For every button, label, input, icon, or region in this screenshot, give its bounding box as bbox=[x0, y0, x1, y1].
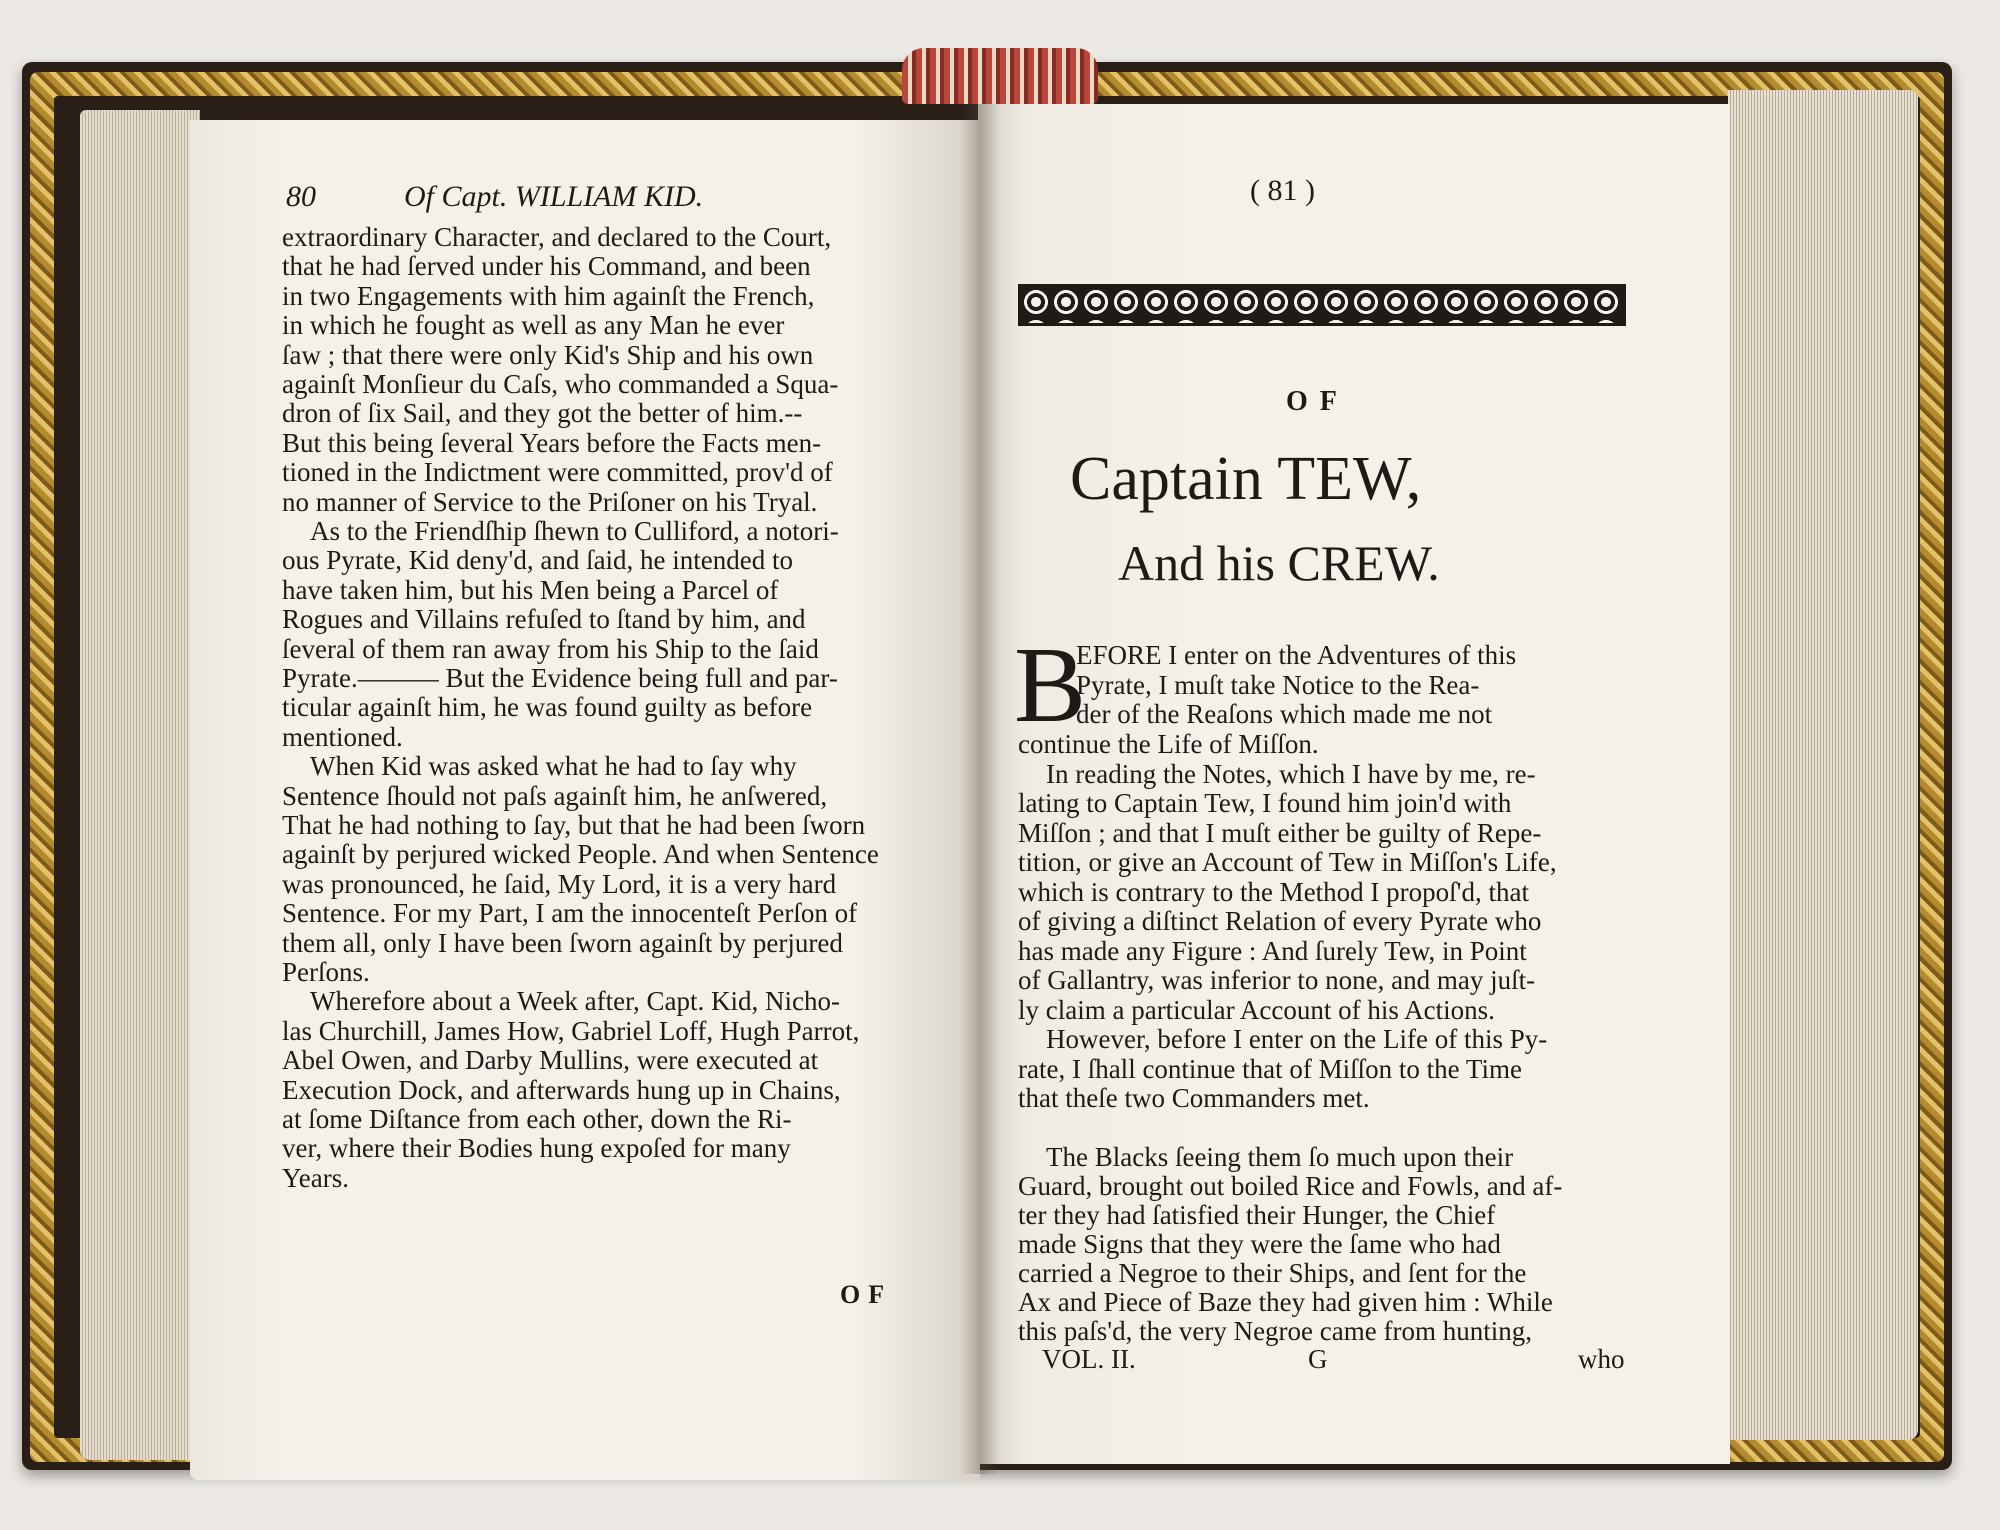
text-line: no manner of Service to the Priſoner on his Tryal. bbox=[282, 486, 818, 517]
text-line: tioned in the Indictment were committed, prov'd of bbox=[282, 457, 833, 488]
text-line: However, before I enter on the Life of this Py- bbox=[1046, 1024, 1548, 1054]
left-page[interactable] bbox=[190, 120, 980, 1480]
right-page-number: ( 81 ) bbox=[1250, 174, 1315, 207]
text-line: EFORE I enter on the Adventures of this bbox=[1076, 640, 1517, 670]
text-line: der of the Reaſons which made me not bbox=[1076, 699, 1493, 729]
text-line: has made any Figure : And ſurely Tew, in Point bbox=[1018, 935, 1527, 966]
right-catchword: who bbox=[1578, 1344, 1625, 1374]
text-line: Wherefore about a Week after, Capt. Kid, Nicho- bbox=[310, 986, 841, 1017]
text-line: As to the Friendſhip ſhewn to Culliford, a notori- bbox=[310, 516, 839, 546]
text-line: Ax and Piece of Baze they had given him : While bbox=[1018, 1287, 1553, 1317]
text-line: againſt Monſieur du Caſs, who commanded a Squa- bbox=[282, 369, 839, 399]
text-line: this paſs'd, the very Negroe came from hunting, bbox=[1018, 1316, 1532, 1346]
volume-footer: VOL. II. bbox=[1042, 1344, 1136, 1374]
text-line: them all, only I have been ſworn againſt by perjured bbox=[282, 927, 843, 958]
text-line: But this being ſeveral Years before the Facts men- bbox=[282, 427, 822, 458]
text-line: In reading the Notes, which I have by me, re- bbox=[1046, 758, 1536, 789]
text-line: Years. bbox=[282, 1162, 350, 1193]
text-line: of Gallantry, was inferior to none, and may juſt- bbox=[1018, 965, 1536, 995]
chapter-title: Captain TEW, bbox=[1070, 445, 1422, 513]
text-line: The Blacks ſeeing them ſo much upon their bbox=[1046, 1142, 1514, 1172]
signature-mark: G bbox=[1308, 1344, 1328, 1374]
text-line: of giving a diſtinct Relation of every Pyrate who bbox=[1018, 906, 1542, 936]
text-line: was pronounced, he ſaid, My Lord, it is a very hard bbox=[282, 868, 837, 899]
text-line: Abel Owen, and Darby Mullins, were executed at bbox=[282, 1045, 819, 1076]
heading-of: OF bbox=[1286, 386, 1349, 417]
text-line: which is contrary to the Method I propoſ'd, that bbox=[1018, 876, 1530, 907]
text-line: againſt by perjured wicked People. And when Sentence bbox=[282, 839, 879, 870]
text-line: That he had nothing to ſay, but that he had been ſworn bbox=[282, 810, 866, 840]
text-line: that he had ſerved under his Command, and been bbox=[282, 251, 811, 282]
left-catchword: OF bbox=[840, 1280, 893, 1309]
text-line: continue the Life of Miſſon. bbox=[1018, 729, 1319, 759]
text-line: ver, where their Bodies hung expoſed for many bbox=[282, 1133, 791, 1164]
text-line: mentioned. bbox=[282, 721, 403, 752]
text-line: lating to Captain Tew, I found him join'd with bbox=[1018, 788, 1512, 818]
text-line: Pyrate, I muſt take Notice to the Rea- bbox=[1076, 669, 1480, 700]
text-line: in two Engagements with him againſt the French, bbox=[282, 280, 815, 311]
text-line: Miſſon ; and that I muſt either be guilty of Repe- bbox=[1018, 817, 1542, 848]
text-line: Perſons. bbox=[282, 957, 370, 987]
drop-capital: B bbox=[1014, 626, 1087, 745]
text-line: ticular againſt him, he was found guilty as before bbox=[282, 692, 813, 723]
text-line: Execution Dock, and afterwards hung up in Chains, bbox=[282, 1074, 841, 1105]
text-line: have taken him, but his Men being a Parcel of bbox=[282, 574, 779, 605]
book-gutter bbox=[960, 104, 1000, 1474]
text-line: rate, I ſhall continue that of Miſſon to the Time bbox=[1018, 1053, 1522, 1084]
text-line: Guard, brought out boiled Rice and Fowls, and af- bbox=[1018, 1171, 1563, 1201]
text-line: made Signs that they were the ſame who had bbox=[1018, 1229, 1501, 1259]
page-edges-right bbox=[1728, 90, 1918, 1440]
text-line: at ſome Diſtance from each other, down the Ri- bbox=[282, 1104, 792, 1134]
text-line: ly claim a particular Account of his Actions. bbox=[1018, 994, 1495, 1025]
text-line: ſaw ; that there were only Kid's Ship and his own bbox=[282, 339, 814, 370]
left-page-number: 80 bbox=[286, 180, 316, 213]
text-line: carried a Negroe to their Ships, and ſent for the bbox=[1018, 1258, 1527, 1288]
text-line: Rogues and Villains refuſed to ſtand by him, and bbox=[282, 604, 806, 635]
text-line: Sentence ſhould not paſs againſt him, he anſwered, bbox=[282, 780, 828, 811]
text-line: in which he fought as well as any Man he ever bbox=[282, 310, 785, 341]
text-line: ſeveral of them ran away from his Ship to the ſaid bbox=[282, 633, 819, 664]
text-line: ter they had ſatisfied their Hunger, the Chief bbox=[1018, 1200, 1496, 1230]
ornament-band bbox=[1018, 284, 1626, 326]
chapter-subtitle: And his CREW. bbox=[1118, 535, 1440, 591]
text-line: Pyrate.——— But the Evidence being full and par- bbox=[282, 663, 838, 693]
text-line: that theſe two Commanders met. bbox=[1018, 1083, 1370, 1113]
left-running-head: Of Capt. WILLIAM KID. bbox=[404, 180, 704, 213]
text-line: las Churchill, James How, Gabriel Loff, Hugh Parrot, bbox=[282, 1015, 860, 1046]
page-edges-left bbox=[80, 110, 200, 1460]
text-line: tition, or give an Account of Tew in Miſſon's Life, bbox=[1018, 847, 1557, 877]
text-line: extraordinary Character, and declared to the Court, bbox=[282, 222, 832, 252]
text-line: When Kid was asked what he had to ſay why bbox=[310, 751, 797, 782]
text-line: dron of ſix Sail, and they got the better of him.-- bbox=[282, 398, 803, 429]
right-page[interactable] bbox=[978, 104, 1730, 1464]
text-line: ous Pyrate, Kid deny'd, and ſaid, he intended to bbox=[282, 545, 794, 576]
text-line: Sentence. For my Part, I am the innocenteſt Perſon of bbox=[282, 898, 858, 929]
headband bbox=[902, 48, 1098, 104]
